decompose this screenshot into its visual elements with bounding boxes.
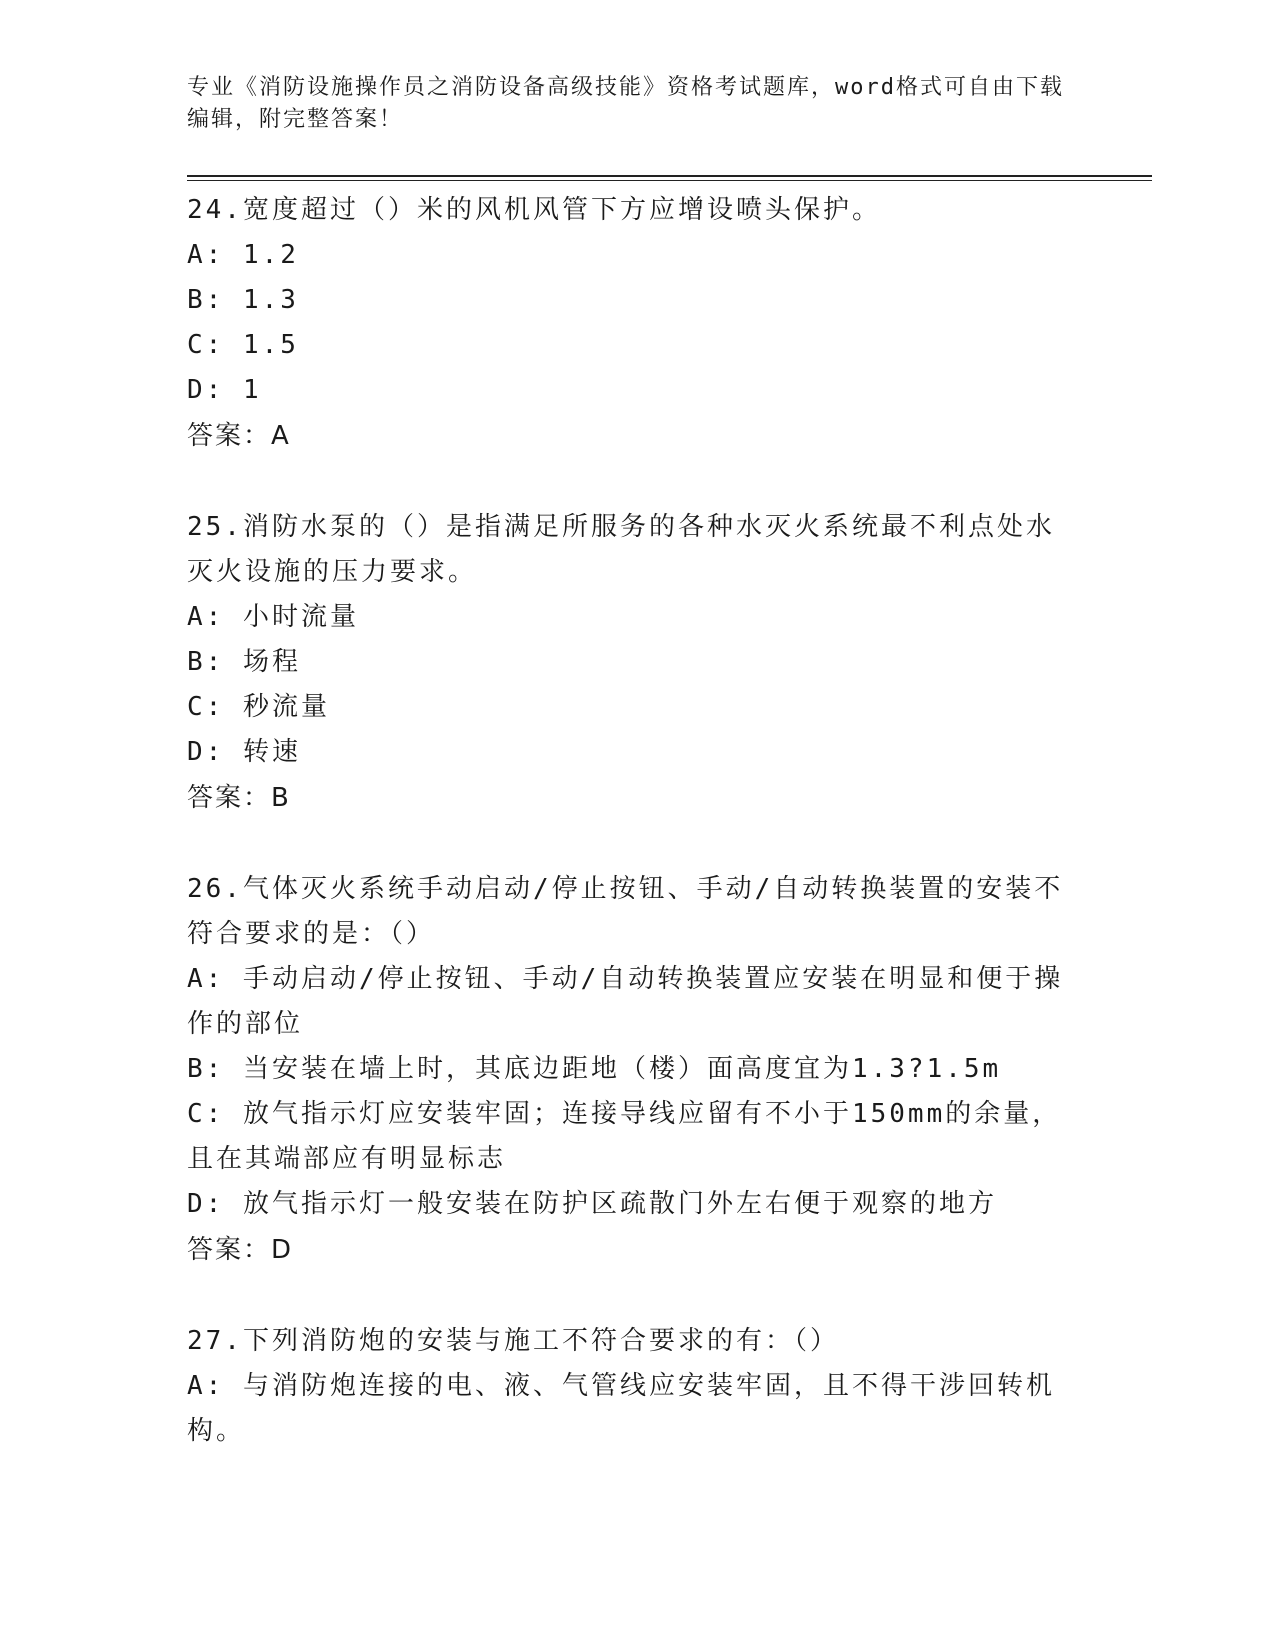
question-list <box>187 188 1067 1500</box>
option-d: D: 转速 <box>187 737 301 767</box>
option-b: B: 1.3 <box>187 285 299 315</box>
option-c: C: 1.5 <box>187 330 299 360</box>
option-a: A: 小时流量 <box>187 602 359 632</box>
answer-line: 答案：B <box>187 783 291 813</box>
question-26 <box>187 867 1067 1273</box>
option-d: D: 放气指示灯一般安装在防护区疏散门外左右便于观察的地方 <box>187 1189 997 1219</box>
header-divider-thick <box>187 175 1152 177</box>
question-25 <box>187 505 1067 821</box>
option-c: C: 放气指示灯应安装牢固；连接导线应留有不小于150mm的余量，且在其端部应有明显标志 <box>187 1099 1062 1174</box>
question-stem: 24.宽度超过（）米的风机风管下方应增设喷头保护。 <box>187 195 881 225</box>
question-stem: 27.下列消防炮的安装与施工不符合要求的有：（） <box>187 1326 839 1356</box>
option-c: C: 秒流量 <box>187 692 330 722</box>
option-b: B: 场程 <box>187 647 301 677</box>
document-header: 专业《消防设施操作员之消防设备高级技能》资格考试题库，word格式可自由下载编辑，附完整答案！ <box>187 75 1064 132</box>
option-b: B: 当安装在墙上时，其底边距地（楼）面高度宜为1.3?1.5m <box>187 1054 1002 1084</box>
question-27 <box>187 1319 1067 1454</box>
question-stem: 25.消防水泵的（）是指满足所服务的各种水灭火系统最不利点处水灭火设施的压力要求。 <box>187 512 1055 587</box>
question-stem: 26.气体灭火系统手动启动/停止按钮、手动/自动转换装置的安装不符合要求的是：（） <box>187 874 1064 949</box>
answer-line: 答案：A <box>187 421 291 451</box>
option-a: A: 1.2 <box>187 240 299 270</box>
header-divider-thin <box>187 180 1152 181</box>
option-a: A: 手动启动/停止按钮、手动/自动转换装置应安装在明显和便于操作的部位 <box>187 964 1064 1039</box>
option-a: A: 与消防炮连接的电、液、气管线应安装牢固，且不得干涉回转机构。 <box>187 1371 1055 1446</box>
question-24 <box>187 188 1067 459</box>
option-d: D: 1 <box>187 375 262 405</box>
answer-line: 答案：D <box>187 1235 294 1265</box>
